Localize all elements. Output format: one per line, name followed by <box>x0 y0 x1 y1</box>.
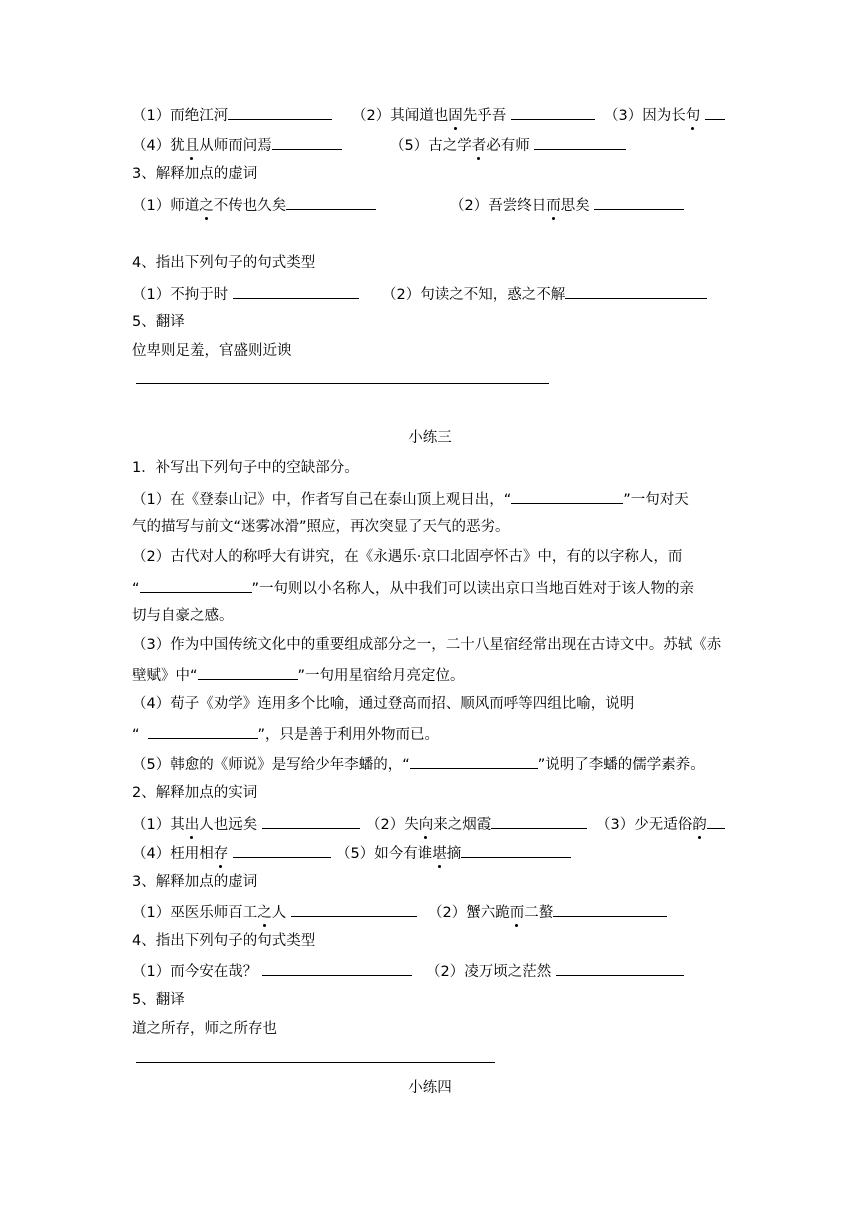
p3-q1-item3-line1: （3）作为中国传统文化中的重要组成部分之一，二十八星宿经常出现在古诗文中。苏轼《赤 <box>132 637 722 653</box>
q4-item-2: （2）句读之不知，惑之不解 <box>382 283 707 305</box>
p3-q2-item-5: （5）如今有谁堪摘 <box>336 842 571 864</box>
q2-item-4: （4）犹且从师而问焉 <box>132 134 342 156</box>
q4-item-1: （1）不拘于时 <box>132 283 359 305</box>
q2-item-3: （3）因为长句 <box>604 104 725 126</box>
answer-blank[interactable] <box>233 842 331 858</box>
q3-heading: 3、解释加点的虚词 <box>132 166 258 182</box>
p3-q1-item2-line1: （2）古代对人的称呼大有讲究，在《永遇乐·京口北固亭怀古》中，有的以字称人，而 <box>132 549 683 565</box>
dotted-char: 向 <box>418 817 434 833</box>
p3-q1-item1-line2: 气的描写与前文“迷雾冰滑”照应，再次突显了天气的恶劣。 <box>132 519 510 535</box>
answer-blank[interactable] <box>707 813 725 829</box>
p3-q3-item-1: （1）巫医乐师百工之人 <box>132 901 417 923</box>
p3-q1-item4-line2: “ ”，只是善于利用外物而已。 <box>132 723 439 743</box>
dotted-char: 之 <box>199 198 214 214</box>
dotted-char: 韵 <box>692 817 707 833</box>
answer-blank[interactable] <box>594 194 684 210</box>
answer-blank[interactable] <box>511 104 595 120</box>
p3-q2-item-4: （4）枉用相存 <box>132 842 331 864</box>
dotted-char: 者 <box>471 138 487 154</box>
answer-blank[interactable] <box>461 842 571 858</box>
answer-blank[interactable] <box>410 753 538 769</box>
dotted-char: 句 <box>685 108 701 124</box>
answer-blank[interactable] <box>291 901 417 917</box>
p3-q1-item2-line2: “ ”一句则以小名称人，从中我们可以读出京口当地百姓对于该人物的亲 <box>132 577 694 597</box>
answer-blank[interactable] <box>511 488 623 504</box>
dotted-char: 而 <box>546 198 561 214</box>
answer-blank[interactable] <box>148 723 258 739</box>
p3-q4-item-1: （1）而今安在哉？ <box>132 960 412 982</box>
p3-q2-item-1: （1）其出人也远矣 <box>132 813 360 835</box>
answer-blank[interactable] <box>272 134 342 150</box>
dotted-char: 之 <box>257 905 272 921</box>
p3-q2-item-2: （2）失向来之烟霞 <box>366 813 587 835</box>
p3-q5-heading: 5、翻译 <box>132 992 185 1008</box>
p3-q1-heading: 1．补写出下列句子中的空缺部分。 <box>132 460 359 476</box>
answer-blank[interactable] <box>228 104 332 120</box>
translation-line[interactable] <box>136 383 549 384</box>
p3-q5-sentence: 道之所存，师之所存也 <box>132 1021 277 1037</box>
q3-item-2: （2）吾尝终日而思矣 <box>450 194 684 216</box>
q5-sentence: 位卑则足羞，官盛则近谀 <box>132 343 292 359</box>
answer-blank[interactable] <box>198 664 298 680</box>
q5-heading: 5、翻译 <box>132 314 185 330</box>
q2-item-2: （2）其闻道也固先乎吾 <box>352 104 595 126</box>
p3-q1-item3-line2: 壁赋》中“ ”一句用星宿给月亮定位。 <box>132 664 465 684</box>
p3-q1-item1-line1: （1）在《登泰山记》中，作者写自己在泰山顶上观日出，“ ”一句对天 <box>132 488 689 508</box>
p3-q3-heading: 3、解释加点的虚词 <box>132 874 258 890</box>
answer-blank[interactable] <box>262 813 360 829</box>
p3-q4-item-2: （2）凌万顷之茫然 <box>426 960 684 982</box>
p3-q1-item2-line3: 切与自豪之感。 <box>132 608 234 624</box>
answer-blank[interactable] <box>565 283 707 299</box>
dotted-char: 存 <box>213 846 229 862</box>
dotted-char: 出 <box>184 817 200 833</box>
answer-blank[interactable] <box>553 901 667 917</box>
dotted-char: 而 <box>509 905 525 921</box>
translation-line[interactable] <box>136 1062 495 1063</box>
dotted-char: 堪 <box>432 846 447 862</box>
answer-blank[interactable] <box>286 194 376 210</box>
answer-blank[interactable] <box>233 283 359 299</box>
answer-blank[interactable] <box>262 960 412 976</box>
answer-blank[interactable] <box>705 104 725 120</box>
answer-blank[interactable] <box>491 813 587 829</box>
q3-item-1: （1）师道之不传也久矣 <box>132 194 376 216</box>
p3-q1-item4-line1: （4）荀子《劝学》连用多个比喻，通过登高而招、顺风而呼等四组比喻，说明 <box>132 696 635 712</box>
answer-blank[interactable] <box>140 577 252 593</box>
p3-q4-heading: 4、指出下列句子的句式类型 <box>132 933 316 949</box>
dotted-char: 固 <box>448 108 463 124</box>
q2-item-1: （1）而绝江河 <box>132 104 332 126</box>
p3-q2-heading: 2、解释加点的实词 <box>132 785 258 801</box>
answer-blank[interactable] <box>556 960 684 976</box>
answer-blank[interactable] <box>534 134 626 150</box>
dotted-char: 且 <box>184 138 200 154</box>
p3-q1-item5-line1: （5）韩愈的《师说》是写给少年李蟠的，“ ”说明了李蟠的儒学素养。 <box>132 753 705 773</box>
q4-heading: 4、指出下列句子的句式类型 <box>132 255 316 271</box>
section-title: 小练四 <box>408 1080 452 1096</box>
p3-q2-item-3: （3）少无适俗韵 <box>596 813 725 835</box>
q2-item-5: （5）古之学者必有师 <box>390 134 626 156</box>
section-title: 小练三 <box>408 430 452 446</box>
p3-q3-item-2: （2）蟹六跪而二螯 <box>428 901 667 923</box>
